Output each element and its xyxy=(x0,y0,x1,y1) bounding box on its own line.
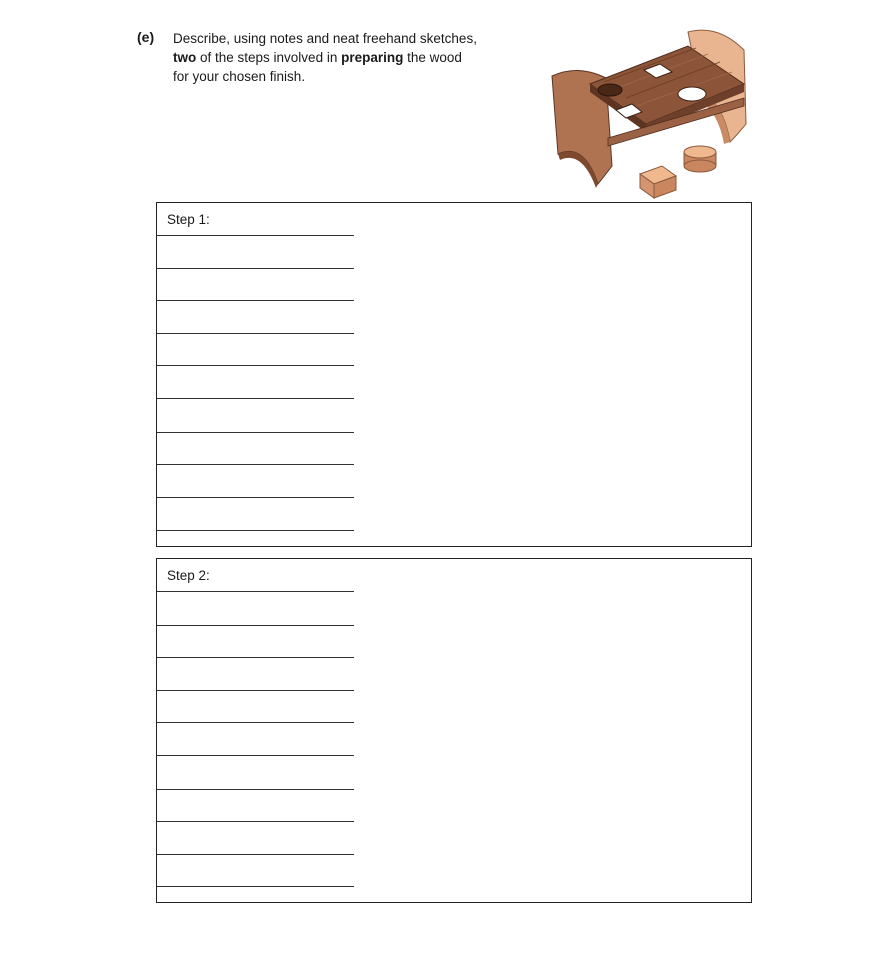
step-2-label: Step 2: xyxy=(167,568,210,583)
answer-line xyxy=(157,530,354,531)
answer-line xyxy=(157,722,354,723)
answer-line xyxy=(157,591,354,592)
answer-line xyxy=(157,690,354,691)
answer-line xyxy=(157,268,354,269)
answer-line xyxy=(157,625,354,626)
question-emphasis-preparing: preparing xyxy=(341,50,404,65)
answer-line xyxy=(157,398,354,399)
question-text xyxy=(173,29,513,86)
wooden-toy-illustration xyxy=(548,26,748,201)
answer-line xyxy=(157,365,354,366)
answer-line xyxy=(157,497,354,498)
answer-line xyxy=(157,464,354,465)
step-1-label: Step 1: xyxy=(167,212,210,227)
answer-line xyxy=(157,755,354,756)
answer-line xyxy=(157,657,354,658)
question-text-line2a: of the steps involved in xyxy=(196,50,342,65)
answer-line xyxy=(157,235,354,236)
toy-square-block xyxy=(640,166,676,198)
toy-round-hole xyxy=(678,87,706,101)
question-text-line1: Describe, using notes and neat freehand sketches, xyxy=(173,31,477,46)
step-2-answer-box[interactable] xyxy=(156,558,752,903)
answer-line xyxy=(157,854,354,855)
question-text-line2b: the wood xyxy=(403,50,462,65)
toy-round-hole xyxy=(598,84,622,96)
answer-line xyxy=(157,789,354,790)
answer-line xyxy=(157,333,354,334)
toy-round-block xyxy=(684,146,716,172)
answer-line xyxy=(157,432,354,433)
question-label: (e) xyxy=(137,29,155,45)
answer-line xyxy=(157,821,354,822)
step-1-answer-box[interactable] xyxy=(156,202,752,547)
answer-line xyxy=(157,300,354,301)
answer-line xyxy=(157,886,354,887)
question-text-line3: for your chosen finish. xyxy=(173,69,306,84)
question-emphasis-two: two xyxy=(173,50,197,65)
